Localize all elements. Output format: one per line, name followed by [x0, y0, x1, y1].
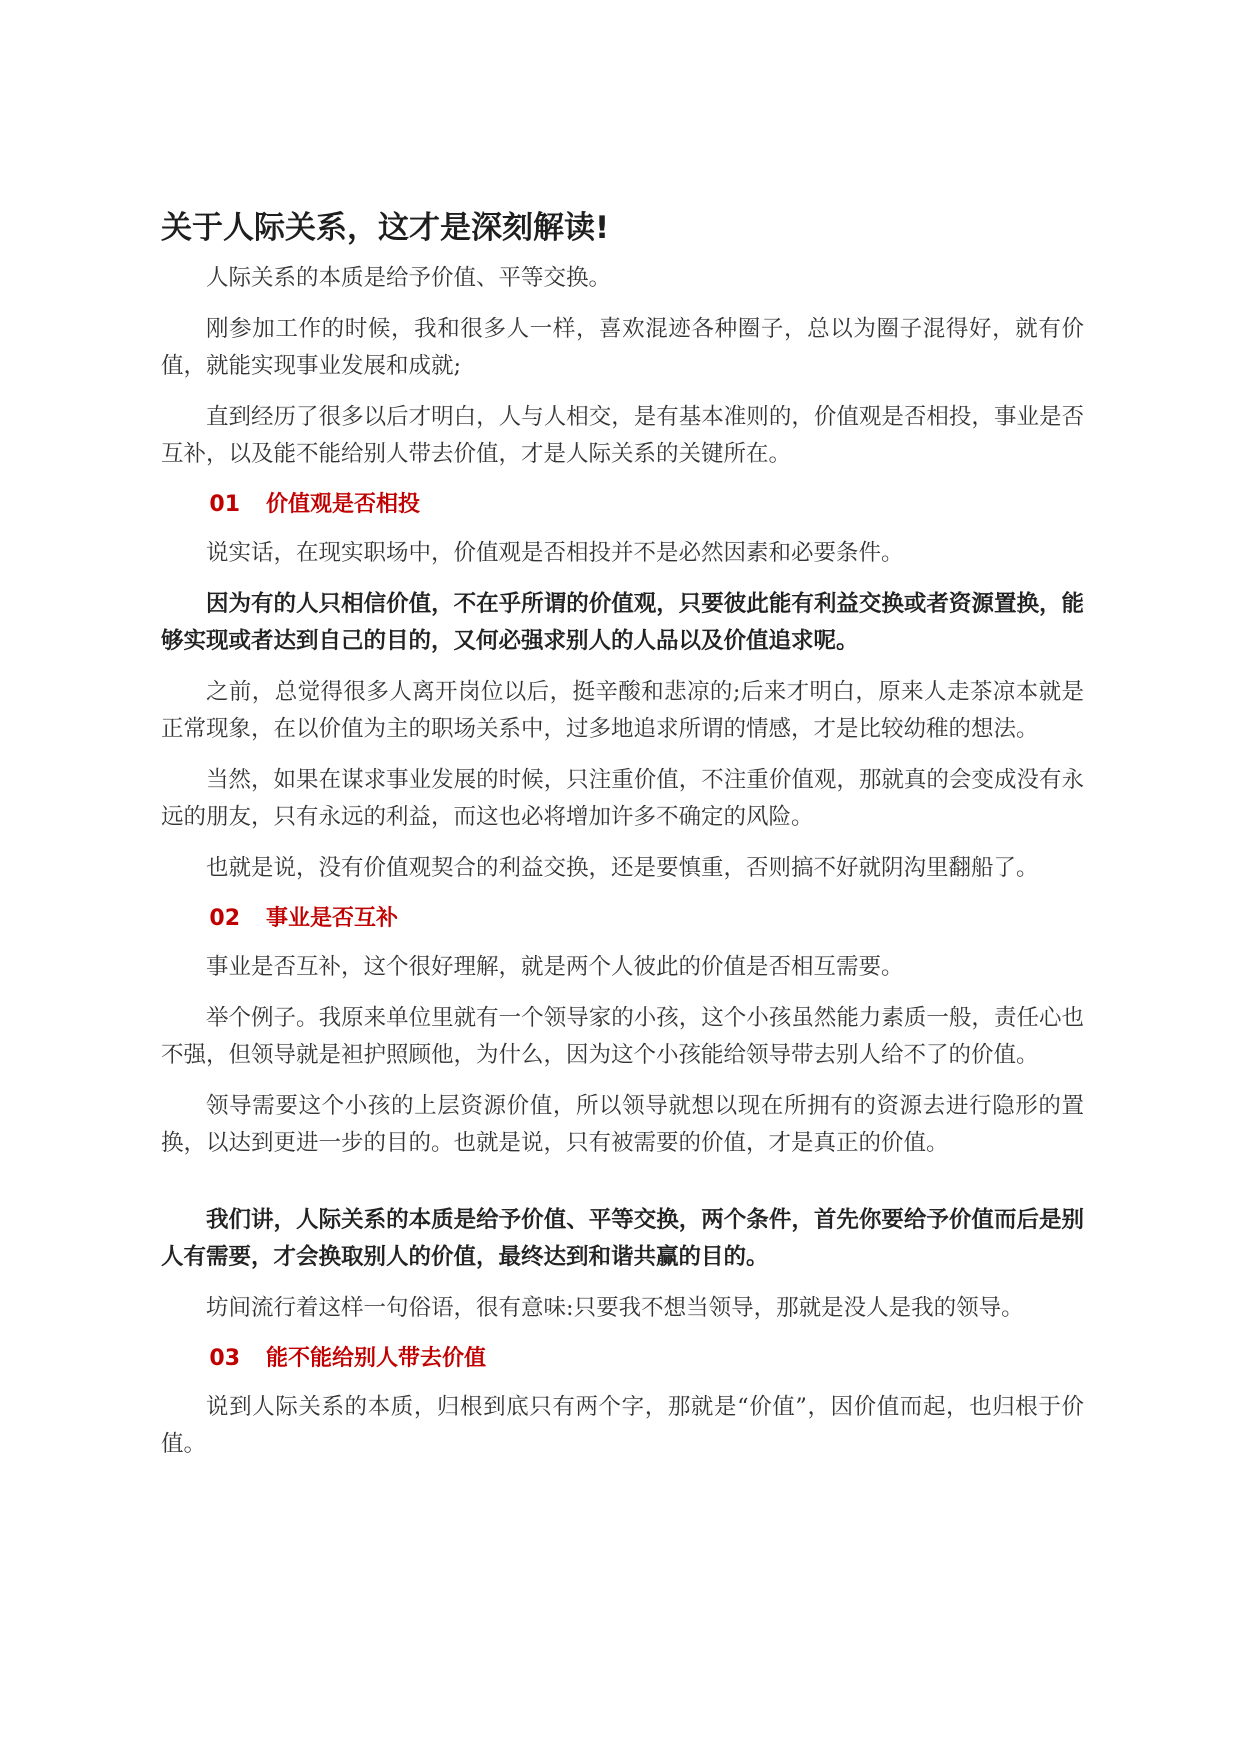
paragraph: 当然，如果在谋求事业发展的时候，只注重价值，不注重价值观，那就真的会变成没有永远的朋友，只有永远的利益，而这也必将增加许多不确定的风险。 — [161, 767, 1084, 830]
section-number: 03 — [209, 1346, 241, 1371]
section-number: 02 — [209, 906, 241, 931]
paragraph: 直到经历了很多以后才明白，人与人相交，是有基本准则的，价值观是否相投，事业是否互补，以及能不能给别人带去价值，才是人际关系的关键所在。 — [161, 404, 1084, 467]
section-number: 01 — [209, 492, 241, 517]
paragraph: 说实话，在现实职场中，价值观是否相投并不是必然因素和必要条件。 — [206, 540, 904, 566]
section-heading-03 — [161, 1341, 1084, 1377]
paragraph: 之前，总觉得很多人离开岗位以后，挺辛酸和悲凉的;后来才明白，原来人走茶凉本就是正常现象，在以价值为主的职场关系中，过多地追求所谓的情感，才是比较幼稚的想法。 — [161, 679, 1084, 742]
paragraph: 说到人际关系的本质，归根到底只有两个字，那就是“价值”，因价值而起，也归根于价值。 — [161, 1394, 1084, 1457]
section-label: 价值观是否相投 — [266, 492, 421, 517]
bold-paragraph: 我们讲，人际关系的本质是给予价值、平等交换，两个条件，首先你要给予价值而后是别人有需要，才会换取别人的价值，最终达到和谐共赢的目的。 — [161, 1207, 1084, 1270]
bold-paragraph: 因为有的人只相信价值，不在乎所谓的价值观，只要彼此能有利益交换或者资源置换，能够实现或者达到自己的目的，又何必强求别人的人品以及价值追求呢。 — [161, 591, 1084, 654]
section-heading-01 — [161, 487, 1084, 523]
document-page — [161, 206, 1084, 1477]
spacer — [161, 1176, 1084, 1202]
paragraph: 也就是说，没有价值观契合的利益交换，还是要慎重，否则搞不好就阴沟里翻船了。 — [206, 855, 1039, 881]
paragraph: 领导需要这个小孩的上层资源价值，所以领导就想以现在所拥有的资源去进行隐形的置换，以达到更进一步的目的。也就是说，只有被需要的价值，才是真正的价值。 — [161, 1093, 1084, 1156]
document-title: 关于人际关系，这才是深刻解读! — [161, 210, 610, 246]
paragraph: 举个例子。我原来单位里就有一个领导家的小孩，这个小孩虽然能力素质一般，责任心也不强，但领导就是袒护照顾他，为什么，因为这个小孩能给领导带去别人给不了的价值。 — [161, 1005, 1084, 1068]
paragraph: 坊间流行着这样一句俗语，很有意味:只要我不想当领导，那就是没人是我的领导。 — [206, 1295, 1024, 1321]
section-label: 事业是否互补 — [266, 906, 399, 931]
section-label: 能不能给别人带去价值 — [266, 1346, 487, 1371]
section-heading-02 — [161, 901, 1084, 937]
paragraph: 事业是否互补，这个很好理解，就是两个人彼此的价值是否相互需要。 — [206, 954, 904, 980]
paragraph: 人际关系的本质是给予价值、平等交换。 — [206, 265, 612, 291]
paragraph: 刚参加工作的时候，我和很多人一样，喜欢混迹各种圈子，总以为圈子混得好，就有价值，就能实现事业发展和成就; — [161, 316, 1084, 379]
